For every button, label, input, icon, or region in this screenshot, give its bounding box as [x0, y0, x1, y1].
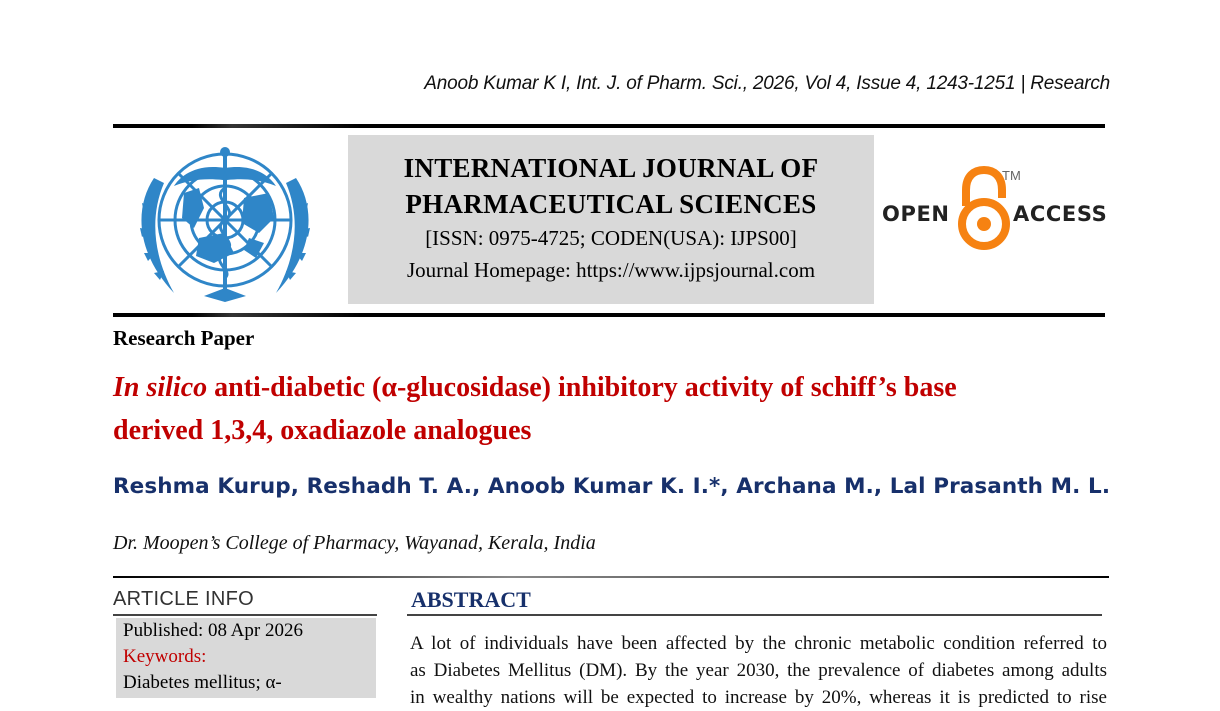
article-info-rule: [113, 614, 377, 616]
author-affiliation: Dr. Moopen’s College of Pharmacy, Wayanad, Kerala, India: [113, 532, 596, 554]
journal-name-line1: INTERNATIONAL JOURNAL OF: [403, 153, 819, 183]
open-access-text-access: ACCESS: [1013, 202, 1108, 226]
journal-masthead: [348, 135, 874, 304]
article-info-heading: ARTICLE INFO: [113, 588, 255, 610]
open-access-logo: [880, 160, 1110, 255]
keywords-label: Keywords:: [123, 646, 207, 667]
title-italic-part: In silico: [113, 372, 208, 403]
author-list: Reshma Kurup, Reshadh T. A., Anoob Kumar K. I.*, Archana M., Lal Prasanth M. L.: [113, 474, 1111, 499]
title-line1-rest: anti-diabetic (α-glucosidase) inhibitory activity of schiff’s base: [207, 372, 957, 403]
abstract-rule: [407, 614, 1102, 616]
journal-issn: [ISSN: 0975-4725; CODEN(USA): IJPS00]: [425, 226, 797, 250]
open-access-text-open: OPEN: [882, 202, 950, 226]
published-date: Published: 08 Apr 2026: [123, 620, 303, 641]
title-line2: derived 1,3,4, oxadiazole analogues: [113, 415, 532, 446]
keywords-text: Diabetes mellitus; α-: [123, 672, 282, 693]
running-head: Anoob Kumar K I, Int. J. of Pharm. Sci., 2026, Vol 4, Issue 4, 1243-1251 | Research: [424, 73, 1110, 94]
abstract-body: [410, 630, 1107, 711]
abstract-heading: ABSTRACT: [411, 587, 531, 612]
abstract-line: in wealthy nations will be expected to increase by 20%, whereas it is predicted to rise: [410, 687, 1107, 708]
paper-title: [113, 366, 1113, 452]
journal-homepage[interactable]: Journal Homepage: https://www.ijpsjournal.com: [406, 258, 816, 282]
journal-name-line2: PHARMACEUTICAL SCIENCES: [405, 189, 817, 219]
paper-type-label: Research Paper: [113, 326, 255, 350]
un-caduceus-emblem-icon: [124, 138, 326, 306]
abstract-line: as Diabetes Mellitus (DM). By the year 2030, the prevalence of diabetes among adults: [410, 660, 1107, 681]
article-info-box: [116, 618, 376, 698]
abstract-line: A lot of individuals have been affected by the chronic metabolic condition referred to: [410, 633, 1107, 654]
section-divider: [113, 576, 1109, 578]
header-bottom-rule: [113, 313, 1105, 317]
trademark-symbol: TM: [1002, 168, 1021, 183]
header-top-rule: [113, 124, 1105, 128]
